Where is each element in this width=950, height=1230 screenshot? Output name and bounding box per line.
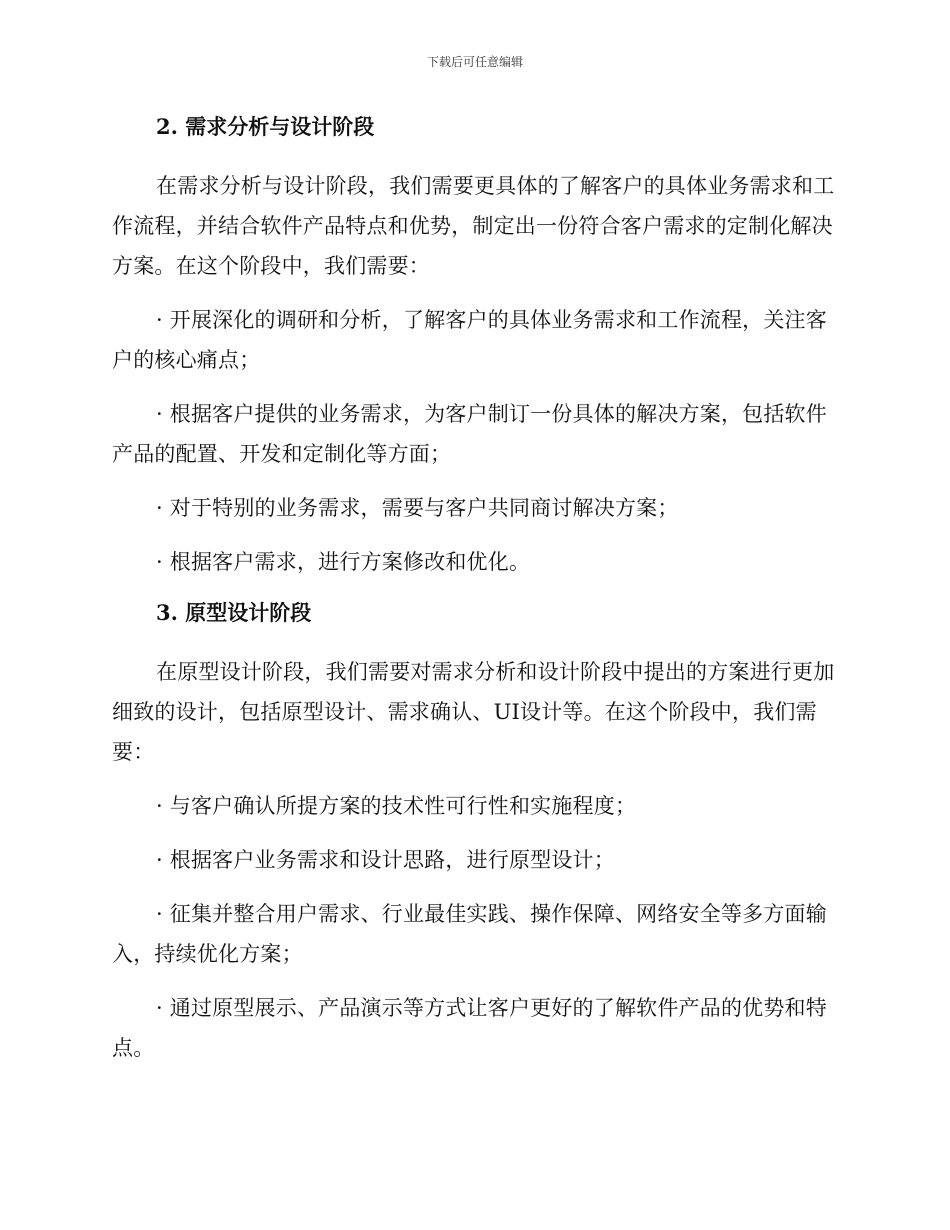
bullet-item: · 对于特别的业务需求，需要与客户共同商讨解决方案； [156,496,679,520]
document-body [112,110,840,1068]
section-heading: 2. 需求分析与设计阶段 [156,114,375,139]
page-header: 下载后可任意编辑 [426,55,523,69]
section-intro: 在原型设计阶段，我们需要对需求分析和设计阶段中提出的方案进行更加细致的设计，包括原型设计、需求确认、UI设计等。在这个阶段中，我们需要： [112,660,835,764]
bullet-item: · 根据客户业务需求和设计思路，进行原型设计； [156,848,615,872]
bullet-item: · 根据客户需求，进行方案修改和优化。 [156,550,531,574]
bullet-item: · 开展深化的调研和分析，了解客户的具体业务需求和工作流程，关注客户的核心痛点； [112,308,827,372]
bullet-item: · 征集并整合用户需求、行业最佳实践、操作保障、网络安全等多方面输入，持续优化方案； [112,902,827,966]
bullet-item: · 通过原型展示、产品演示等方式让客户更好的了解软件产品的优势和特点。 [112,996,827,1060]
section-heading: 3. 原型设计阶段 [156,600,312,625]
bullet-item: · 与客户确认所提方案的技术性可行性和实施程度； [156,794,637,818]
section-intro: 在需求分析与设计阶段，我们需要更具体的了解客户的具体业务需求和工作流程，并结合软件产品特点和优势，制定出一份符合客户需求的定制化解决方案。在这个阶段中，我们需要： [112,174,835,278]
bullet-item: · 根据客户提供的业务需求，为客户制订一份具体的解决方案，包括软件产品的配置、开发和定制化等方面； [112,402,827,466]
